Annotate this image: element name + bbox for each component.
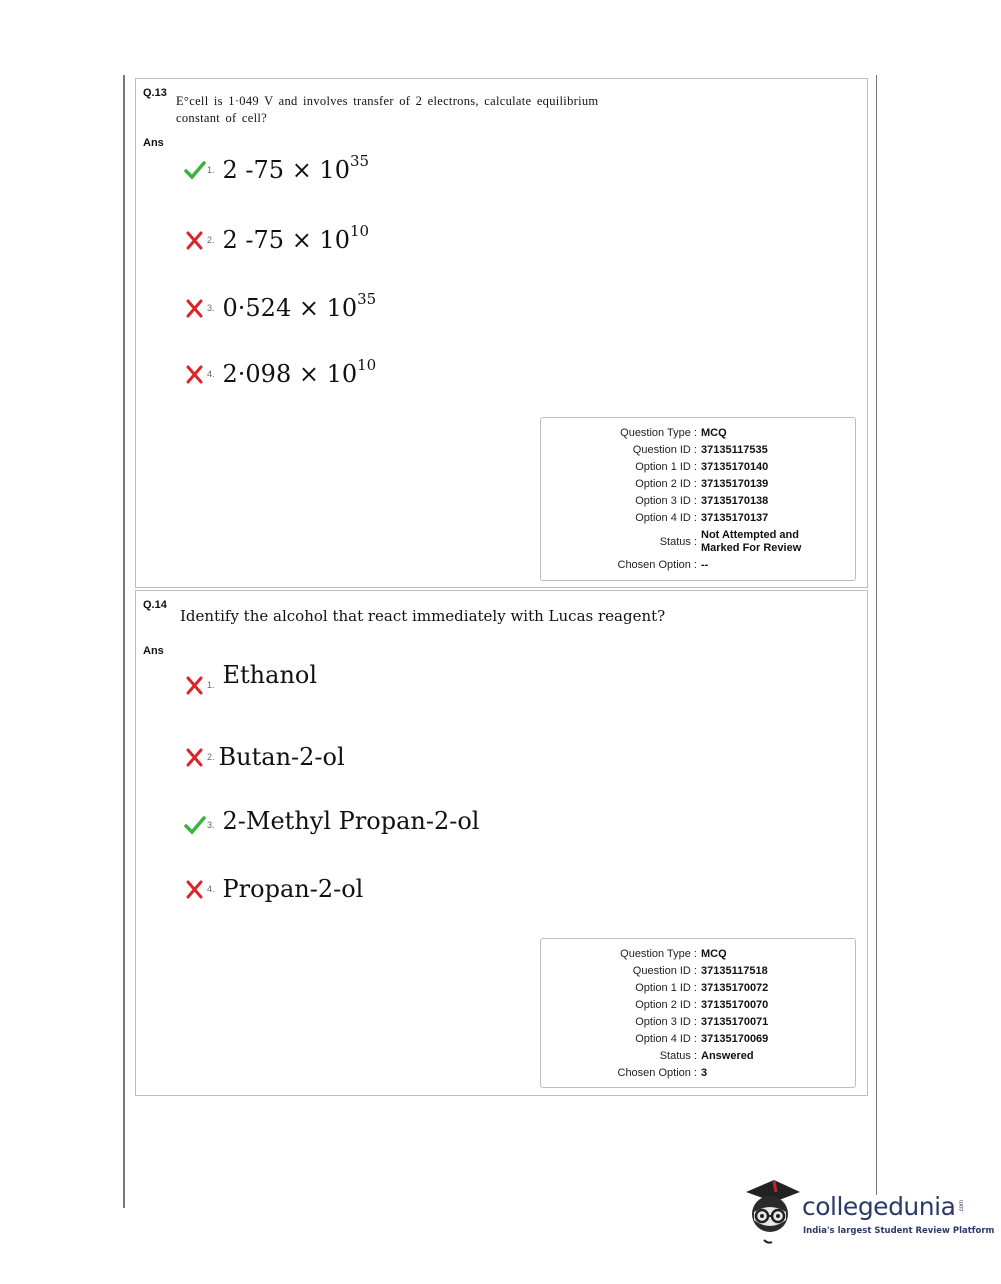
question-block-13 — [135, 78, 868, 588]
wrong-cross-icon — [184, 230, 206, 250]
question-id-value: 37135117535 — [701, 444, 768, 456]
correct-check-icon — [184, 160, 206, 180]
option3-id-value: 37135170138 — [701, 495, 769, 507]
status-value: Not Attempted and Marked For Review — [701, 529, 802, 554]
option2-id-label: Option 2 ID : — [635, 478, 697, 490]
option2-id-value: 37135170139 — [701, 478, 769, 490]
option3-id-label: Option 3 ID : — [635, 495, 697, 507]
option-4 — [184, 356, 377, 388]
question-text: E°cell is 1·049 V and involves transfer of 2 electrons, calculate equilibrium constant of cell? — [176, 94, 599, 125]
status-label: Status : — [659, 1050, 697, 1062]
chosen-option-value: 3 — [701, 1067, 708, 1079]
option-number: 1. — [207, 680, 215, 690]
option1-id-label: Option 1 ID : — [635, 982, 697, 994]
right-margin-line — [876, 75, 877, 1195]
option3-id-label: Option 3 ID : — [635, 1016, 697, 1028]
option-text: $0\cdot 524 \times 10^{35}$ — [222, 290, 377, 322]
question-id-value: 37135117518 — [701, 965, 768, 977]
logo-suffix: .com — [959, 1200, 965, 1214]
chosen-option-label: Chosen Option : — [617, 1067, 697, 1079]
question-type-label: Question Type : — [620, 948, 697, 960]
chosen-option-label: Chosen Option : — [617, 559, 697, 571]
question-number: Q.14 — [143, 599, 167, 611]
option-number: 3. — [207, 820, 215, 830]
option-4 — [184, 875, 363, 903]
collegedunia-logo — [740, 1172, 995, 1252]
question-type-value: MCQ — [701, 948, 727, 960]
answer-label: Ans — [143, 645, 164, 657]
option-number: 4. — [207, 368, 215, 379]
option1-id-label: Option 1 ID : — [635, 461, 697, 473]
option-3 — [184, 290, 377, 322]
status-value: Answered — [701, 1050, 754, 1062]
option1-id-value: 37135170072 — [701, 982, 769, 994]
question-info-panel — [540, 938, 856, 1088]
option4-id-label: Option 4 ID : — [635, 1033, 697, 1045]
option-text: Butan-2-ol — [218, 743, 345, 771]
option-number: 1. — [207, 164, 215, 175]
option-3 — [184, 807, 479, 835]
logo-tagline: India's largest Student Review Platform — [803, 1226, 995, 1236]
chosen-option-value: -- — [701, 559, 709, 571]
question-block-14 — [135, 590, 868, 1096]
option-text: Ethanol — [222, 661, 318, 689]
question-number: Q.13 — [143, 87, 167, 99]
option-number: 2. — [207, 234, 215, 245]
wrong-cross-icon — [184, 879, 206, 899]
option4-id-value: 37135170069 — [701, 1033, 769, 1045]
wrong-cross-icon — [184, 747, 206, 767]
option-number: 3. — [207, 302, 215, 313]
option-1 — [184, 152, 370, 184]
option4-id-value: 37135170137 — [701, 512, 769, 524]
option2-id-label: Option 2 ID : — [635, 999, 697, 1011]
option-1 — [184, 655, 317, 695]
mascot-icon — [740, 1172, 802, 1248]
option-number: 4. — [207, 884, 215, 894]
option2-id-value: 37135170070 — [701, 999, 769, 1011]
option-2 — [184, 222, 370, 254]
option1-id-value: 37135170140 — [701, 461, 769, 473]
question-type-value: MCQ — [701, 427, 727, 439]
question-text: Identify the alcohol that react immediately with Lucas reagent? — [180, 607, 666, 625]
wrong-cross-icon — [184, 675, 206, 695]
answer-label: Ans — [143, 137, 164, 149]
option-text: Propan-2-ol — [222, 875, 364, 903]
status-label: Status : — [659, 536, 697, 548]
wrong-cross-icon — [184, 298, 206, 318]
question-id-label: Question ID : — [632, 965, 697, 977]
left-margin-line — [123, 75, 125, 1208]
option-2 — [184, 743, 345, 771]
option-number: 2. — [207, 752, 215, 762]
wrong-cross-icon — [184, 364, 206, 384]
option4-id-label: Option 4 ID : — [635, 512, 697, 524]
question-type-label: Question Type : — [620, 427, 697, 439]
option-text: 2 $-75 \times 10^{10}$ — [222, 222, 370, 254]
question-info-panel — [540, 417, 856, 581]
option-text: $2\cdot 098 \times 10^{10}$ — [222, 356, 377, 388]
question-id-label: Question ID : — [632, 444, 697, 456]
option3-id-value: 37135170071 — [701, 1016, 769, 1028]
logo-wordmark: collegedunia — [802, 1192, 956, 1221]
correct-check-icon — [184, 815, 206, 835]
option-text: 2-Methyl Propan-2-ol — [222, 807, 480, 835]
option-text: 2 $-75 \times 10^{35}$ — [222, 152, 370, 184]
